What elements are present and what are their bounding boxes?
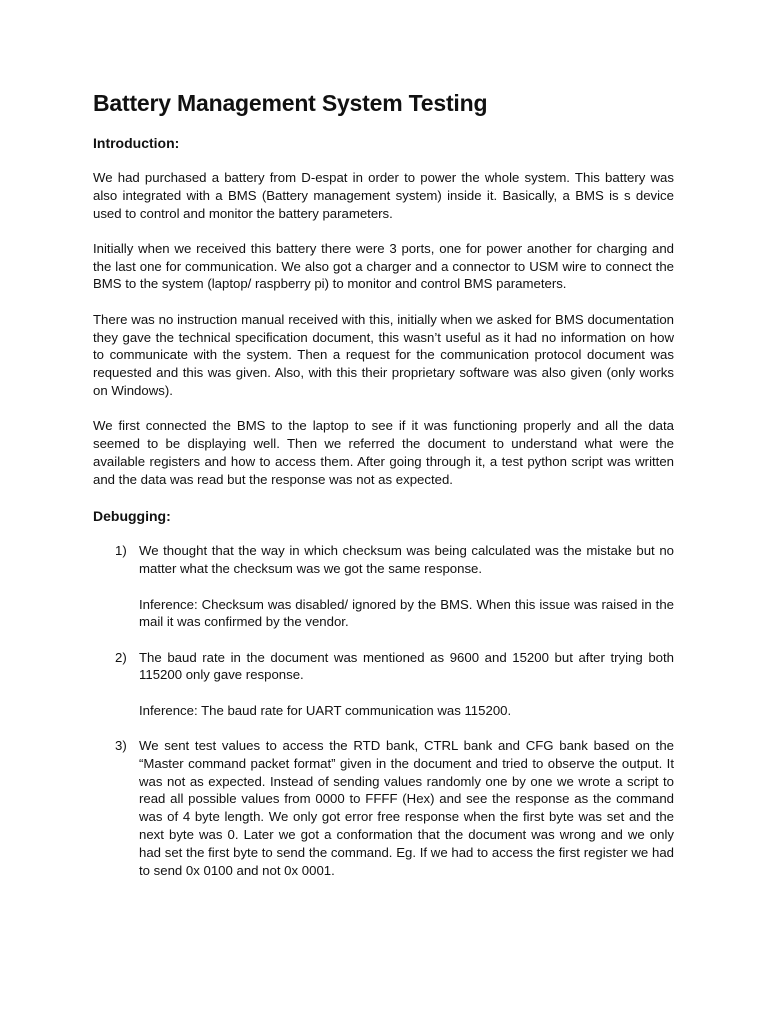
list-number: 3) xyxy=(115,738,127,754)
list-number: 2) xyxy=(115,649,127,665)
debugging-item-text: We thought that the way in which checksum was being calculated was the mistake but no matter what the checksum was we got the same response. xyxy=(139,543,674,577)
introduction-heading: Introduction: xyxy=(93,135,180,151)
introduction-paragraph: Initially when we received this battery there were 3 ports, one for power another for charging and the last one for communication. We also got a charger and a connector to USM wire to connect the BMS to the system (laptop/ raspberry pi) to monitor and control BMS parameters. xyxy=(93,240,674,292)
debugging-list xyxy=(93,542,674,879)
introduction-section xyxy=(93,169,674,488)
debugging-item-text: The baud rate in the document was mentioned as 9600 and 15200 but after trying both 115200 only gave response. xyxy=(139,649,674,683)
debugging-item xyxy=(93,737,674,879)
introduction-paragraph: We first connected the BMS to the laptop to see if it was functioning properly and all the data seemed to be displaying well. Then we referred the document to understand what were the available registers and how to access them. After going through it, a test python script was written and the data was read but the response was not as expected. xyxy=(93,418,674,487)
introduction-paragraph: There was no instruction manual received with this, initially when we asked for BMS documentation they gave the technical specification document, this wasn’t useful as it had no information on how to communicate with the system. Then a request for the communication protocol document was requested and this was given. Also, with this their proprietary software was also given (only works on Windows). xyxy=(93,311,674,398)
debugging-heading: Debugging: xyxy=(93,508,171,525)
document-title: Battery Management System Testing xyxy=(93,90,488,116)
debugging-item xyxy=(93,542,674,631)
debugging-item xyxy=(93,649,674,720)
introduction-paragraph: We had purchased a battery from D-espat in order to power the whole system. This battery was also integrated with a BMS (Battery management system) inside it. Basically, a BMS is s device used to control and monitor the battery parameters. xyxy=(93,170,674,221)
debugging-item-inference: Inference: The baud rate for UART communication was 115200. xyxy=(139,702,512,718)
debugging-item-text: We sent test values to access the RTD bank, CTRL bank and CFG bank based on the “Master command packet format” given in the document and tried to observe the output. It was not as expected. Instead of sending values randomly one by one we wrote a script to read all possible values from 0000 to FFFF (Hex) and see the response as the command was of 4 byte length. We only got error free response when the first byte was set and the next byte was 0. Later we got a conformation that the document was wrong and we only had set the first byte to send the command. Eg. If we had to access the first register we had to send 0x 0100 and not 0x 0001. xyxy=(139,738,674,878)
debugging-item-inference: Inference: Checksum was disabled/ ignored by the BMS. When this issue was raised in the mail it was confirmed by the vendor. xyxy=(139,596,674,630)
list-number: 1) xyxy=(115,543,127,559)
